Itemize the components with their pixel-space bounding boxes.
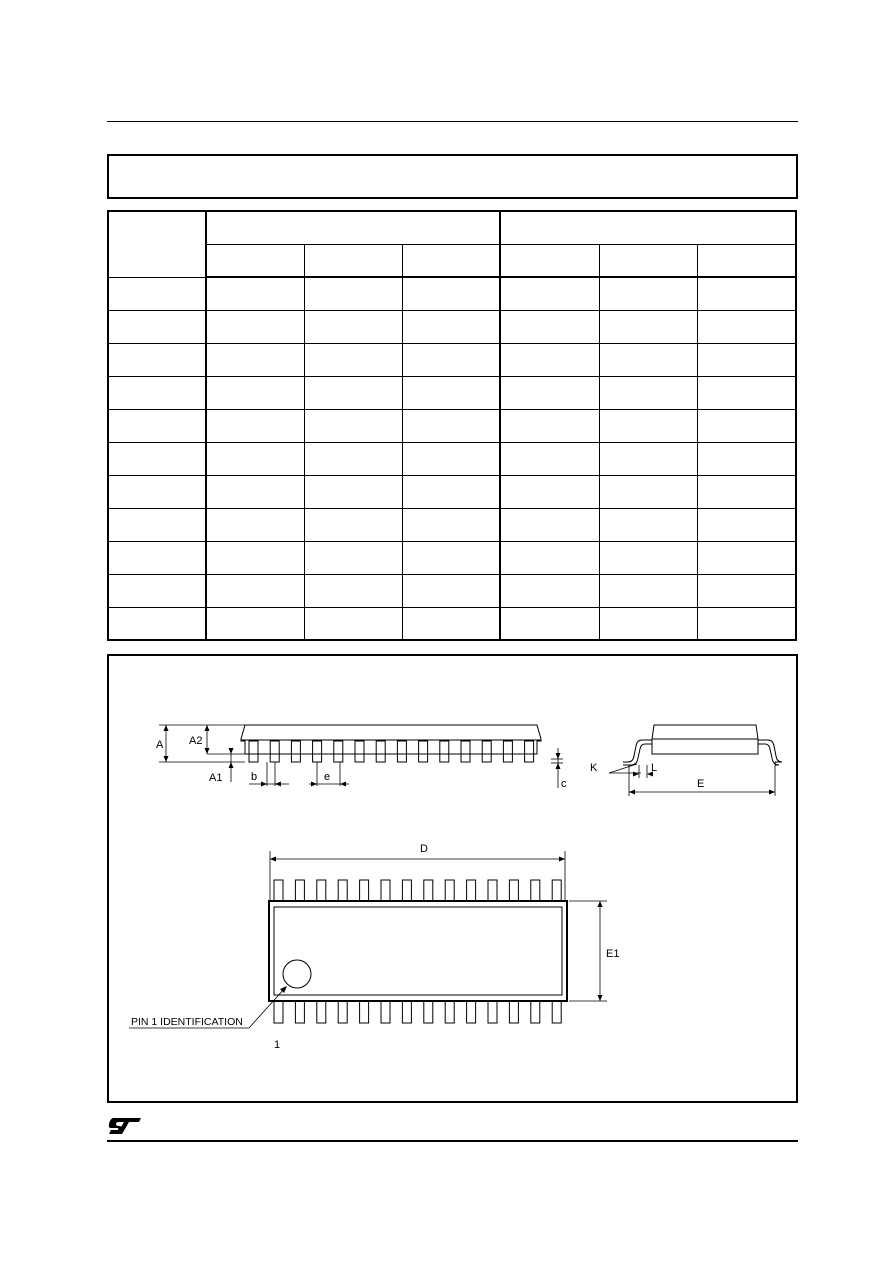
value-cell (402, 310, 500, 343)
value-cell (206, 376, 304, 409)
top-lead-upper (552, 880, 561, 901)
header-cell (599, 244, 697, 277)
dim-cell (108, 475, 206, 508)
value-cell (599, 442, 697, 475)
top-lead-lower (531, 1001, 540, 1023)
side-lead (440, 741, 449, 762)
value-cell (402, 409, 500, 442)
value-cell (599, 607, 697, 640)
value-cell (304, 508, 402, 541)
value-cell (206, 574, 304, 607)
dim-cell (108, 574, 206, 607)
top-lead-lower (402, 1001, 411, 1023)
side-lead (334, 741, 343, 762)
value-cell (697, 310, 796, 343)
side-lead (376, 741, 385, 762)
value-cell (599, 508, 697, 541)
label-K: K (590, 762, 598, 774)
value-cell (697, 376, 796, 409)
header-cell (206, 244, 304, 277)
value-cell (599, 409, 697, 442)
mm-group-header (206, 211, 500, 244)
pin1-circle (283, 960, 311, 988)
label-L: L (651, 762, 658, 774)
table-row (108, 607, 796, 640)
value-cell (500, 277, 599, 310)
value-cell (402, 277, 500, 310)
top-lead-upper (424, 880, 433, 901)
value-cell (206, 607, 304, 640)
top-lead-upper (445, 880, 454, 901)
table-row (108, 409, 796, 442)
side-lead (482, 741, 491, 762)
side-view-arrows (164, 725, 561, 787)
value-cell (500, 574, 599, 607)
label-D: D (420, 843, 428, 855)
label-E: E (697, 778, 705, 790)
dim-cell (108, 442, 206, 475)
side-lead (313, 741, 322, 762)
dim-header-cell (108, 211, 206, 277)
table-title-box (107, 154, 798, 199)
value-cell (304, 409, 402, 442)
value-cell (599, 541, 697, 574)
value-cell (402, 475, 500, 508)
value-cell (304, 607, 402, 640)
dim-cell (108, 607, 206, 640)
side-lead (461, 741, 470, 762)
header-cell (697, 244, 796, 277)
value-cell (206, 508, 304, 541)
label-E1: E1 (606, 948, 620, 960)
value-cell (206, 475, 304, 508)
label-c: c (561, 778, 567, 790)
top-lead-upper (360, 880, 369, 901)
label-A2: A2 (189, 735, 203, 747)
top-lead-upper (381, 880, 390, 901)
footer-rule (107, 1140, 798, 1142)
value-cell (304, 310, 402, 343)
top-lead-lower (488, 1001, 497, 1023)
value-cell (206, 541, 304, 574)
value-cell (500, 343, 599, 376)
value-cell (500, 607, 599, 640)
value-cell (697, 442, 796, 475)
top-lead-lower (552, 1001, 561, 1023)
value-cell (402, 574, 500, 607)
dim-cell (108, 310, 206, 343)
value-cell (599, 574, 697, 607)
value-cell (697, 475, 796, 508)
top-lead-lower (295, 1001, 304, 1023)
value-cell (402, 508, 500, 541)
dimensions-table (107, 210, 797, 641)
top-lead-upper (467, 880, 476, 901)
label-e: e (324, 771, 331, 783)
top-lead-upper (488, 880, 497, 901)
value-cell (697, 343, 796, 376)
top-lead-upper (274, 880, 283, 901)
table-row (108, 541, 796, 574)
value-cell (599, 310, 697, 343)
value-cell (697, 607, 796, 640)
top-lead-lower (509, 1001, 518, 1023)
side-lead (355, 741, 364, 762)
st-logo-icon (107, 1115, 143, 1137)
value-cell (697, 574, 796, 607)
value-cell (697, 541, 796, 574)
value-cell (304, 376, 402, 409)
value-cell (206, 310, 304, 343)
value-cell (599, 475, 697, 508)
value-cell (500, 541, 599, 574)
package-outline-drawing (109, 656, 796, 1101)
value-cell (304, 343, 402, 376)
value-cell (304, 277, 402, 310)
value-cell (206, 442, 304, 475)
top-view-body (269, 901, 567, 1001)
top-lead-lower (467, 1001, 476, 1023)
value-cell (500, 475, 599, 508)
value-cell (304, 541, 402, 574)
value-cell (402, 442, 500, 475)
side-view-leads (249, 741, 534, 762)
header-cell (402, 244, 500, 277)
top-lead-upper (317, 880, 326, 901)
table-row (108, 376, 796, 409)
header-rule (107, 121, 798, 122)
value-cell (402, 541, 500, 574)
value-cell (206, 409, 304, 442)
pin1-identification-label: PIN 1 IDENTIFICATION (131, 1016, 243, 1028)
top-view (129, 851, 607, 1028)
value-cell (402, 376, 500, 409)
top-lead-lower (445, 1001, 454, 1023)
value-cell (599, 376, 697, 409)
dim-cell (108, 541, 206, 574)
value-cell (500, 508, 599, 541)
dim-cell (108, 376, 206, 409)
top-lead-lower (274, 1001, 283, 1023)
table-row (108, 442, 796, 475)
top-lead-lower (317, 1001, 326, 1023)
side-lead (397, 741, 406, 762)
value-cell (599, 343, 697, 376)
table-row (108, 574, 796, 607)
top-lead-upper (338, 880, 347, 901)
inch-group-header (500, 211, 796, 244)
side-lead (291, 741, 300, 762)
dim-cell (108, 343, 206, 376)
value-cell (206, 277, 304, 310)
top-lead-lower (424, 1001, 433, 1023)
dim-cell (108, 508, 206, 541)
table-row (108, 508, 796, 541)
side-lead (419, 741, 428, 762)
value-cell (697, 508, 796, 541)
top-lead-upper (509, 880, 518, 901)
label-b: b (251, 771, 258, 783)
table-row (108, 343, 796, 376)
top-lead-lower (360, 1001, 369, 1023)
value-cell (697, 409, 796, 442)
value-cell (697, 277, 796, 310)
value-cell (304, 442, 402, 475)
side-lead (249, 741, 258, 762)
value-cell (500, 310, 599, 343)
value-cell (304, 574, 402, 607)
top-lead-upper (295, 880, 304, 901)
top-lead-upper (531, 880, 540, 901)
side-lead (525, 741, 534, 762)
label-A1: A1 (209, 772, 223, 784)
table-row (108, 475, 796, 508)
value-cell (500, 409, 599, 442)
top-view-arrows (270, 857, 603, 1002)
value-cell (304, 475, 402, 508)
label-A: A (156, 739, 164, 751)
top-lead-upper (402, 880, 411, 901)
header-cell (304, 244, 402, 277)
table-row (108, 310, 796, 343)
value-cell (402, 607, 500, 640)
dim-cell (108, 277, 206, 310)
top-lead-lower (381, 1001, 390, 1023)
value-cell (206, 343, 304, 376)
value-cell (500, 442, 599, 475)
end-view (609, 725, 782, 796)
value-cell (402, 343, 500, 376)
top-lead-lower (338, 1001, 347, 1023)
side-lead (503, 741, 512, 762)
value-cell (599, 277, 697, 310)
table-row (108, 277, 796, 310)
dim-cell (108, 409, 206, 442)
pin1-number-label: 1 (274, 1039, 281, 1051)
package-drawing-box (107, 654, 798, 1103)
value-cell (500, 376, 599, 409)
header-cell (500, 244, 599, 277)
side-lead (270, 741, 279, 762)
